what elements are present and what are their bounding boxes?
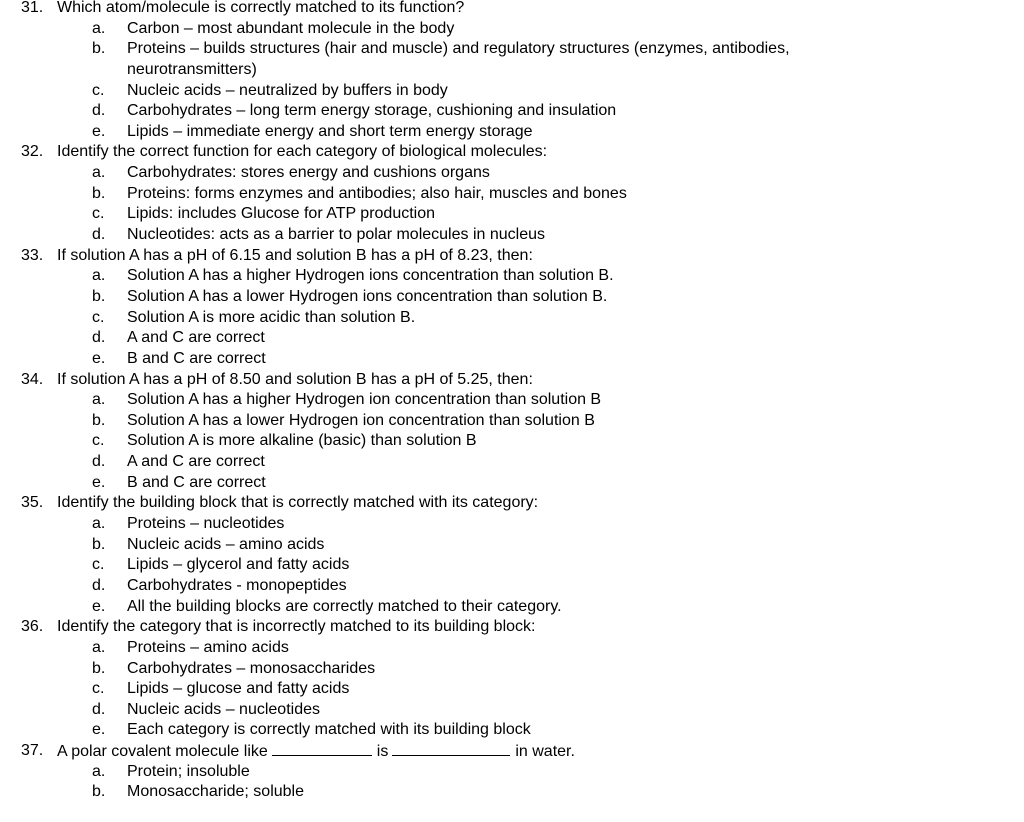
answer-option-line bbox=[0, 411, 1024, 432]
option-text: Protein; insoluble bbox=[127, 762, 250, 780]
answer-option-line bbox=[0, 81, 1024, 102]
option-letter: d. bbox=[92, 453, 106, 471]
option-letter: e. bbox=[92, 122, 106, 140]
option-letter: b. bbox=[92, 40, 106, 58]
answer-option-line bbox=[0, 762, 1024, 783]
option-text: Proteins: forms enzymes and antibodies; also hair, muscles and bones bbox=[127, 184, 627, 202]
answer-option-line bbox=[0, 328, 1024, 349]
question-text: Identify the category that is incorrectly matched to its building block: bbox=[57, 618, 536, 636]
answer-option-line bbox=[0, 266, 1024, 287]
question-text: Which atom/molecule is correctly matched to its function? bbox=[57, 0, 465, 16]
question-text: Identify the correct function for each category of biological molecules: bbox=[57, 143, 548, 161]
answer-option-line bbox=[0, 576, 1024, 597]
answer-option-line bbox=[0, 308, 1024, 329]
answer-option-line bbox=[0, 163, 1024, 184]
answer-option-line bbox=[0, 60, 1024, 81]
question-number: 32. bbox=[21, 143, 44, 161]
option-letter: a. bbox=[92, 638, 106, 656]
question-text: If solution A has a pH of 8.50 and solution B has a pH of 5.25, then: bbox=[57, 370, 533, 388]
option-letter: d. bbox=[92, 226, 106, 244]
answer-blank bbox=[272, 741, 372, 756]
option-text: Carbohydrates – long term energy storage, cushioning and insulation bbox=[127, 102, 617, 120]
question-block bbox=[0, 142, 1024, 245]
question-text bbox=[57, 741, 575, 763]
option-letter: c. bbox=[92, 432, 105, 450]
option-text: Lipids – immediate energy and short term energy storage bbox=[127, 122, 533, 140]
option-text: Lipids – glucose and fatty acids bbox=[127, 680, 350, 698]
question-stem-line bbox=[0, 370, 1024, 391]
option-letter: e. bbox=[92, 597, 106, 615]
option-letter: a. bbox=[92, 762, 106, 780]
option-text: Proteins – amino acids bbox=[127, 638, 289, 656]
answer-option-line bbox=[0, 431, 1024, 452]
answer-option-line bbox=[0, 720, 1024, 741]
question-block bbox=[0, 0, 1024, 142]
option-text: B and C are correct bbox=[127, 473, 266, 491]
answer-option-line bbox=[0, 204, 1024, 225]
question-stem-line bbox=[0, 246, 1024, 267]
option-letter: e. bbox=[92, 349, 106, 367]
option-letter: d. bbox=[92, 700, 106, 718]
option-text: B and C are correct bbox=[127, 349, 266, 367]
question-block bbox=[0, 493, 1024, 617]
question-number: 35. bbox=[21, 494, 44, 512]
answer-option-line bbox=[0, 390, 1024, 411]
answer-option-line bbox=[0, 700, 1024, 721]
option-letter: a. bbox=[92, 19, 106, 37]
option-letter: a. bbox=[92, 515, 106, 533]
question-block bbox=[0, 617, 1024, 741]
answer-option-line bbox=[0, 225, 1024, 246]
option-letter: c. bbox=[92, 205, 105, 223]
option-text: Solution A has a higher Hydrogen ions concentration than solution B. bbox=[127, 267, 614, 285]
answer-option-line bbox=[0, 473, 1024, 494]
answer-option-line bbox=[0, 514, 1024, 535]
option-text: Lipids – glycerol and fatty acids bbox=[127, 556, 350, 574]
option-text: Solution A has a higher Hydrogen ion concentration than solution B bbox=[127, 391, 602, 409]
option-text: All the building blocks are correctly matched to their category. bbox=[127, 597, 562, 615]
option-letter: c. bbox=[92, 308, 105, 326]
option-text: Proteins – builds structures (hair and muscle) and regulatory structures (enzymes, antibodies, bbox=[127, 40, 790, 58]
option-letter: d. bbox=[92, 329, 106, 347]
answer-option-line bbox=[0, 597, 1024, 618]
answer-option-line bbox=[0, 638, 1024, 659]
option-letter: a. bbox=[92, 164, 106, 182]
option-letter: d. bbox=[92, 576, 106, 594]
option-text: Solution A is more acidic than solution B. bbox=[127, 308, 416, 326]
question-stem-line bbox=[0, 617, 1024, 638]
question-text-part: in water. bbox=[515, 743, 575, 761]
answer-option-line bbox=[0, 39, 1024, 60]
answer-option-line bbox=[0, 452, 1024, 473]
question-text: Identify the building block that is correctly matched with its category: bbox=[57, 494, 539, 512]
question-block bbox=[0, 370, 1024, 494]
question-number: 33. bbox=[21, 246, 44, 264]
option-text: Solution A has a lower Hydrogen ions concentration than solution B. bbox=[127, 287, 608, 305]
question-text-part: is bbox=[376, 743, 389, 761]
answer-option-line bbox=[0, 101, 1024, 122]
option-text: Solution A is more alkaline (basic) than solution B bbox=[127, 432, 477, 450]
answer-option-line bbox=[0, 184, 1024, 205]
question-number: 37. bbox=[21, 742, 44, 760]
option-text: Nucleic acids – nucleotides bbox=[127, 700, 320, 718]
option-text: Nucleic acids – amino acids bbox=[127, 535, 325, 553]
option-letter: a. bbox=[92, 267, 106, 285]
option-letter: c. bbox=[92, 680, 105, 698]
option-text: Proteins – nucleotides bbox=[127, 515, 285, 533]
option-letter: b. bbox=[92, 783, 106, 801]
answer-option-line bbox=[0, 555, 1024, 576]
question-stem-line bbox=[0, 0, 1024, 19]
option-letter: c. bbox=[92, 556, 105, 574]
option-text: Nucleotides: acts as a barrier to polar molecules in nucleus bbox=[127, 226, 545, 244]
answer-option-line bbox=[0, 122, 1024, 143]
option-text: Carbohydrates: stores energy and cushions organs bbox=[127, 164, 490, 182]
question-stem-line bbox=[0, 741, 1024, 762]
option-letter: e. bbox=[92, 473, 106, 491]
option-text: Lipids: includes Glucose for ATP production bbox=[127, 205, 436, 223]
question-block bbox=[0, 741, 1024, 803]
option-letter: a. bbox=[92, 391, 106, 409]
option-letter: b. bbox=[92, 659, 106, 677]
question-number: 36. bbox=[21, 618, 44, 636]
option-letter: c. bbox=[92, 81, 105, 99]
option-letter: d. bbox=[92, 102, 106, 120]
option-text: neurotransmitters) bbox=[127, 60, 257, 78]
answer-option-line bbox=[0, 659, 1024, 680]
answer-option-line bbox=[0, 782, 1024, 803]
option-text: Solution A has a lower Hydrogen ion concentration than solution B bbox=[127, 411, 595, 429]
option-text: A and C are correct bbox=[127, 329, 265, 347]
answer-blank bbox=[392, 741, 510, 756]
option-text: Nucleic acids – neutralized by buffers in body bbox=[127, 81, 448, 99]
answer-option-line bbox=[0, 287, 1024, 308]
question-number: 31. bbox=[21, 0, 44, 16]
option-text: Monosaccharide; soluble bbox=[127, 783, 304, 801]
option-letter: b. bbox=[92, 411, 106, 429]
option-text: Carbon – most abundant molecule in the body bbox=[127, 19, 455, 37]
option-letter: b. bbox=[92, 535, 106, 553]
question-text-part: A polar covalent molecule like bbox=[57, 743, 268, 761]
question-stem-line bbox=[0, 493, 1024, 514]
option-letter: b. bbox=[92, 184, 106, 202]
question-block bbox=[0, 246, 1024, 370]
answer-option-line bbox=[0, 19, 1024, 40]
option-text: Carbohydrates – monosaccharides bbox=[127, 659, 376, 677]
answer-option-line bbox=[0, 349, 1024, 370]
question-text: If solution A has a pH of 6.15 and solution B has a pH of 8.23, then: bbox=[57, 246, 533, 264]
option-letter: b. bbox=[92, 287, 106, 305]
answer-option-line bbox=[0, 679, 1024, 700]
option-text: Each category is correctly matched with its building block bbox=[127, 721, 531, 739]
option-text: A and C are correct bbox=[127, 453, 265, 471]
option-text: Carbohydrates - monopeptides bbox=[127, 576, 347, 594]
answer-option-line bbox=[0, 535, 1024, 556]
question-stem-line bbox=[0, 142, 1024, 163]
question-number: 34. bbox=[21, 370, 44, 388]
option-letter: e. bbox=[92, 721, 106, 739]
